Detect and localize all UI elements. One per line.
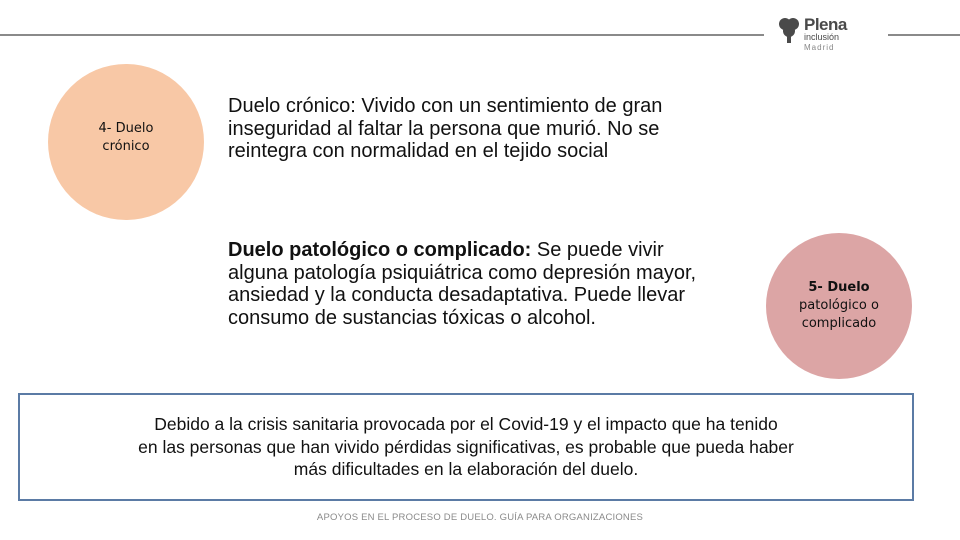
logo-subtitle: inclusión — [804, 32, 840, 42]
logo-region: Madrid — [804, 43, 835, 52]
covid-note-box — [18, 393, 914, 501]
note-line-2: en las personas que han vivido pérdidas significativas, es probable que pueda haber — [138, 436, 794, 457]
stage-4-circle-line1: 4- Duelo — [98, 121, 154, 136]
stage-5-text: Se puede vivir alguna patología psiquiátrica como depresión mayor, ansiedad y la conducta desadaptativa. Puede llevar consumo de sustancias tóxicas o alcohol. — [228, 239, 697, 329]
header-rule-left — [0, 34, 764, 36]
note-line-3: más dificultades en la elaboración del duelo. — [293, 459, 639, 480]
stage-4-circle — [48, 64, 204, 220]
header-rule-right — [888, 34, 960, 36]
plena-inclusion-logo — [778, 16, 882, 56]
stage-5-title: Duelo patológico o complicado: — [228, 239, 532, 261]
stage-5-description — [228, 239, 718, 329]
stage-5-circle — [766, 233, 912, 379]
stage-5-circle-line1: 5- Duelo — [808, 280, 870, 295]
logo-mark-icon — [778, 17, 800, 43]
stage-4-text: : Vivido con un sentimiento de gran inseguridad al faltar la persona que murió. No se reintegra con normalidad en el tejido social — [228, 95, 663, 162]
stage-4-title: Duelo crónico — [228, 95, 351, 117]
footer-text: APOYOS EN EL PROCESO DE DUELO. GUÍA PARA ORGANIZACIONES — [316, 512, 644, 523]
note-line-1: Debido a la crisis sanitaria provocada por el Covid-19 y el impacto que ha tenido — [154, 414, 778, 435]
logo-name: Plena — [804, 15, 847, 34]
stage-4-description — [228, 95, 718, 163]
stage-4-circle-line2: crónico — [102, 139, 150, 154]
stage-5-circle-line3: complicado — [801, 316, 877, 331]
stage-5-circle-line2: patológico o — [799, 298, 879, 313]
